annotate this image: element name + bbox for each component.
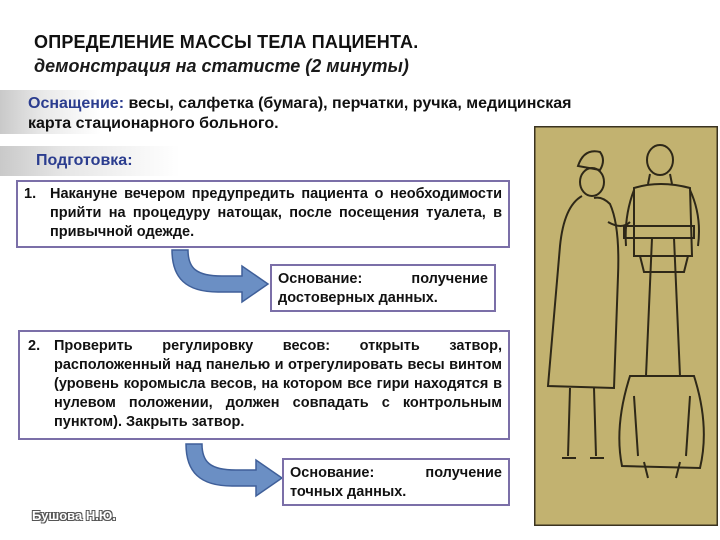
page-subtitle: демонстрация на статисте (2 минуты) — [34, 56, 409, 76]
equipment-text: весы, салфетка (бумага), перчатки, ручка, медицинская карта стационарного больного. — [28, 95, 572, 132]
step-2-text: Проверить регулировку весов: открыть затвор, расположенный над панелью и отрегулировать весы винтом (уровень коромысла весов, на котором все гири находятся в нулевом положении, должен совпадать с контрольным пунктом). Закрыть затвор. — [54, 338, 502, 430]
author-signature: Бушова Н.Ю. — [32, 508, 116, 523]
step-2-number: 2. — [28, 338, 41, 354]
equipment-section — [28, 94, 588, 134]
basis-2-box: Основание: получение точных данных. — [282, 458, 510, 506]
step-1-box — [16, 180, 510, 248]
basis-1-box: Основание: получение достоверных данных. — [270, 264, 496, 312]
step-2-box — [18, 330, 510, 440]
step-1-number: 1. — [24, 186, 37, 202]
preparation-label: Подготовка: — [36, 152, 133, 169]
curved-arrow-icon — [166, 248, 272, 304]
weighing-illustration — [534, 126, 718, 526]
page-title: ОПРЕДЕЛЕНИЕ МАССЫ ТЕЛА ПАЦИЕНТА. — [34, 32, 419, 52]
step-1-text: Накануне вечером предупредить пациента о необходимости прийти на процедуру натощак, после посещения туалета, в привычной одежде. — [50, 186, 502, 240]
equipment-label: Оснащение: — [28, 95, 125, 112]
curved-arrow-icon — [180, 442, 286, 498]
